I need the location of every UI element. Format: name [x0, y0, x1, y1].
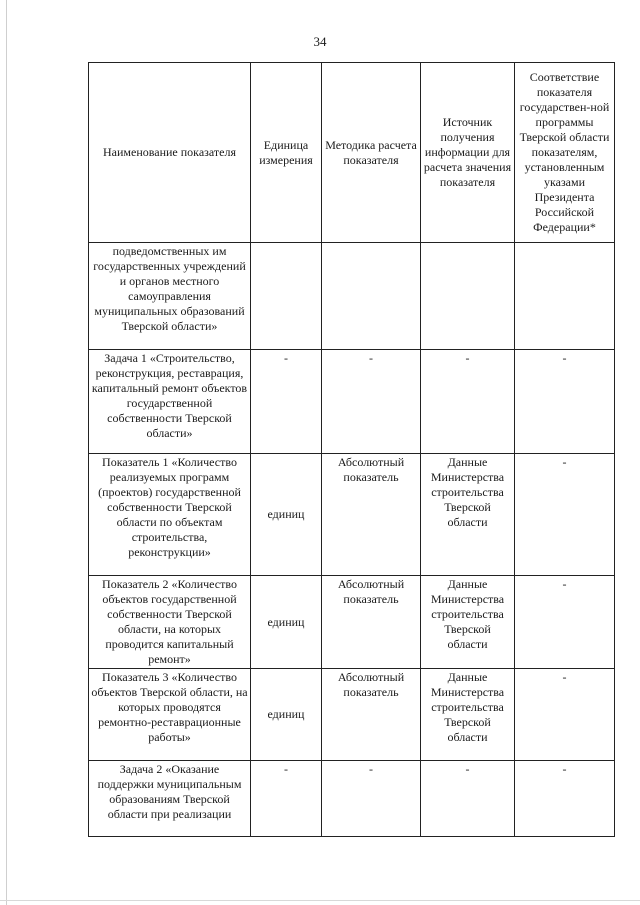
table-row	[89, 576, 615, 669]
scan-left-edge	[6, 0, 7, 905]
cell-method: Абсолютный показатель	[322, 454, 421, 576]
cell-source: -	[421, 761, 515, 837]
cell-method: -	[322, 350, 421, 454]
cell-source: Данные Министерства строительства Тверской области	[421, 669, 515, 761]
table-row	[89, 350, 615, 454]
scan-bottom-edge	[0, 900, 640, 901]
cell-source: Данные Министерства строительства Тверской области	[421, 454, 515, 576]
header-source: Источник получения информации для расчета значения показателя	[421, 63, 515, 243]
cell-source	[421, 243, 515, 350]
cell-source: -	[421, 350, 515, 454]
cell-name: Показатель 2 «Количество объектов государственной собственности Тверской области, на которых проводится капитальный ремонт»	[89, 576, 251, 669]
cell-method: Абсолютный показатель	[322, 669, 421, 761]
table-row	[89, 454, 615, 576]
cell-source: Данные Министерства строительства Тверской области	[421, 576, 515, 669]
header-compliance: Соответствие показателя государствен-ной программы Тверской области показателям, установленным указами Президента Российской Федерации*	[515, 63, 615, 243]
cell-compliance: -	[515, 761, 615, 837]
cell-compliance: -	[515, 454, 615, 576]
cell-compliance	[515, 243, 615, 350]
table-header-row	[89, 63, 615, 243]
cell-unit: единиц	[251, 576, 322, 669]
cell-unit	[251, 243, 322, 350]
header-method: Методика расчета показателя	[322, 63, 421, 243]
cell-name: Показатель 1 «Количество реализуемых программ (проектов) государственной собственности Тверской области по объектам строительства, реконструкции»	[89, 454, 251, 576]
header-indicator-name: Наименование показателя	[89, 63, 251, 243]
cell-method: -	[322, 761, 421, 837]
cell-compliance: -	[515, 350, 615, 454]
header-unit: Единица измерения	[251, 63, 322, 243]
table-row	[89, 669, 615, 761]
cell-compliance: -	[515, 576, 615, 669]
cell-name: Задача 1 «Строительство, реконструкция, реставрация, капитальный ремонт объектов государственной собственности Тверской области»	[89, 350, 251, 454]
cell-method: Абсолютный показатель	[322, 576, 421, 669]
cell-unit: единиц	[251, 669, 322, 761]
page-number: 34	[313, 34, 327, 49]
table-row	[89, 243, 615, 350]
cell-name: подведомственных им государственных учреждений и органов местного самоуправления муниципальных образований Тверской области»	[89, 243, 251, 350]
cell-unit: -	[251, 761, 322, 837]
cell-method	[322, 243, 421, 350]
cell-unit: единиц	[251, 454, 322, 576]
cell-name: Задача 2 «Оказание поддержки муниципальным образованиям Тверской области при реализации	[89, 761, 251, 837]
cell-name: Показатель 3 «Количество объектов Тверской области, на которых проводятся ремонтно-реставрационные работы»	[89, 669, 251, 761]
indicators-table	[88, 62, 615, 837]
cell-compliance: -	[515, 669, 615, 761]
table-row	[89, 761, 615, 837]
cell-unit: -	[251, 350, 322, 454]
